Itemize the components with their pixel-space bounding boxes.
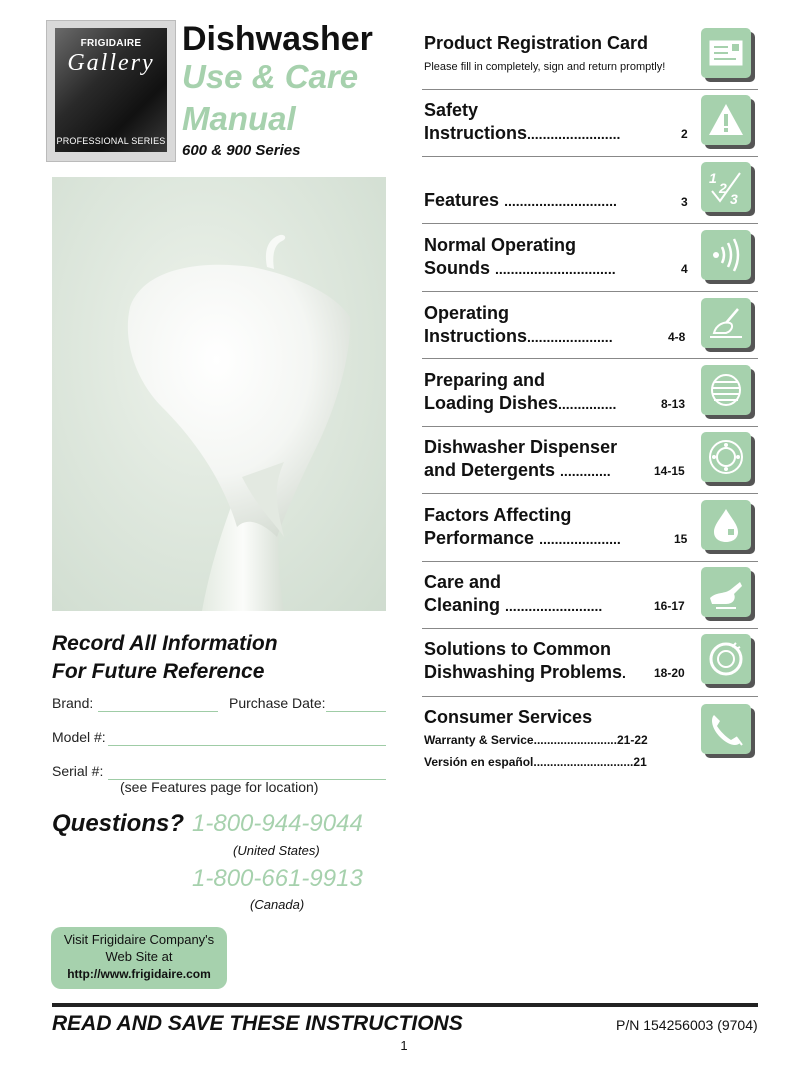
toc-dispenser-dots: ............. bbox=[560, 463, 611, 479]
toc-divider bbox=[422, 426, 758, 427]
serial-label: Serial #: bbox=[52, 763, 104, 779]
toc-dispenser-line2: and Detergents bbox=[424, 460, 556, 480]
toc-spanish-label: Versión en español bbox=[424, 755, 534, 769]
questions-label: Questions? bbox=[52, 810, 185, 837]
warning-icon bbox=[701, 95, 751, 145]
record-heading bbox=[52, 630, 278, 686]
model-field[interactable] bbox=[108, 729, 386, 746]
toc-item-care[interactable] bbox=[424, 571, 602, 618]
us-phone: 1-800-944-9044 bbox=[192, 810, 363, 837]
sound-waves-icon bbox=[701, 230, 751, 280]
toc-item-sounds[interactable] bbox=[424, 234, 616, 281]
toc-solutions-line1: Solutions to Common bbox=[424, 639, 611, 659]
record-heading-line2: For Future Reference bbox=[52, 660, 265, 683]
toc-operating-line1: Operating bbox=[424, 303, 510, 323]
canada-phone: 1-800-661-9913 bbox=[192, 865, 363, 892]
toc-sounds-dots: ............................... bbox=[495, 261, 616, 277]
svg-text:2: 2 bbox=[719, 180, 727, 196]
logo-series: PROFESSIONAL SERIES bbox=[56, 136, 166, 146]
toc-divider bbox=[422, 223, 758, 224]
serial-note: (see Features page for location) bbox=[120, 779, 319, 795]
toc-item-solutions[interactable] bbox=[424, 638, 626, 685]
toc-features-page: 3 bbox=[681, 195, 688, 209]
toc-item-operating[interactable] bbox=[424, 302, 613, 349]
toc-loading-line1: Preparing and bbox=[424, 370, 546, 390]
toc-safety-line2: Instructions bbox=[424, 123, 528, 143]
toc-care-line2: Cleaning bbox=[424, 595, 501, 615]
footer-divider bbox=[52, 1003, 758, 1007]
toc-loading-line2: Loading Dishes bbox=[424, 393, 559, 413]
telephone-icon bbox=[701, 704, 751, 754]
page-subtitle bbox=[182, 56, 358, 140]
record-heading-line1: Record All Information bbox=[52, 632, 278, 655]
svg-text:3: 3 bbox=[730, 191, 738, 207]
calla-lily-photo bbox=[52, 177, 386, 611]
page-number: 1 bbox=[400, 1038, 408, 1053]
toc-operating-line2: Instructions bbox=[424, 326, 528, 346]
toc-registration-title: Product Registration Card bbox=[424, 33, 649, 53]
frigidaire-gallery-logo bbox=[55, 28, 167, 152]
toc-features-line1: Features bbox=[424, 190, 500, 210]
toc-solutions-dots: . bbox=[622, 665, 626, 681]
toc-registration-note: Please fill in completely, sign and return promptly! bbox=[424, 61, 666, 73]
toc-sounds-page: 4 bbox=[681, 262, 688, 276]
brand-label: Brand: bbox=[52, 695, 94, 711]
series-label: 600 & 900 Series bbox=[182, 142, 301, 159]
toc-consumer-title: Consumer Services bbox=[424, 707, 593, 727]
subtitle-line2: Manual bbox=[182, 100, 296, 137]
registration-card-icon bbox=[701, 28, 751, 78]
toc-dispenser-page: 14-15 bbox=[654, 464, 685, 478]
toc-performance-line2: Performance bbox=[424, 528, 535, 548]
dispenser-icon bbox=[701, 432, 751, 482]
toc-item-dispenser[interactable] bbox=[424, 436, 617, 483]
hand-button-icon bbox=[701, 298, 751, 348]
toc-performance-page: 15 bbox=[674, 532, 688, 546]
toc-solutions-page: 18-20 bbox=[654, 666, 685, 680]
dish-rack-icon bbox=[701, 365, 751, 415]
toc-loading-page: 8-13 bbox=[661, 397, 686, 411]
page-title: Dishwasher bbox=[182, 20, 373, 58]
toc-divider bbox=[422, 561, 758, 562]
us-label: (United States) bbox=[233, 843, 320, 858]
clean-plate-icon bbox=[701, 634, 751, 684]
cleaning-hand-icon bbox=[701, 567, 751, 617]
purchase-date-field[interactable] bbox=[326, 695, 386, 712]
toc-performance-line1: Factors Affecting bbox=[424, 505, 572, 525]
toc-safety-dots: ........................ bbox=[527, 126, 621, 142]
serial-field[interactable] bbox=[108, 763, 386, 780]
visit-line1: Visit Frigidaire Company's bbox=[63, 932, 215, 947]
numbers-123-icon bbox=[701, 162, 751, 212]
toc-sounds-line2: Sounds bbox=[424, 258, 490, 278]
visit-line2: Web Site at bbox=[105, 949, 173, 964]
brand-field[interactable] bbox=[98, 695, 218, 712]
toc-safety-page: 2 bbox=[681, 127, 688, 141]
toc-care-line1: Care and bbox=[424, 572, 502, 592]
toc-item-features[interactable] bbox=[424, 189, 617, 213]
toc-warranty-page: 21-22 bbox=[616, 733, 648, 747]
toc-sounds-line1: Normal Operating bbox=[424, 235, 577, 255]
website-box bbox=[51, 927, 227, 989]
toc-features-dots: ............................. bbox=[504, 193, 617, 209]
toc-spanish-dots: .............................. bbox=[533, 755, 634, 769]
footer-title: READ AND SAVE THESE INSTRUCTIONS bbox=[52, 1012, 463, 1035]
toc-care-page: 16-17 bbox=[654, 599, 685, 613]
toc-dispenser-line1: Dishwasher Dispenser bbox=[424, 437, 618, 457]
logo-line: Gallery bbox=[67, 50, 155, 76]
toc-care-dots: ......................... bbox=[505, 598, 603, 614]
toc-divider bbox=[422, 696, 758, 697]
toc-item-warranty[interactable] bbox=[424, 733, 648, 747]
toc-item-performance[interactable] bbox=[424, 504, 621, 551]
toc-performance-dots: ..................... bbox=[539, 531, 621, 547]
toc-operating-dots: ...................... bbox=[527, 329, 613, 345]
toc-divider bbox=[422, 89, 758, 90]
logo-brand: FRIGIDAIRE bbox=[80, 38, 142, 49]
website-link[interactable]: http://www.frigidaire.com bbox=[67, 967, 211, 981]
toc-divider bbox=[422, 291, 758, 292]
toc-item-loading[interactable] bbox=[424, 369, 616, 416]
canada-label: (Canada) bbox=[250, 897, 305, 912]
toc-loading-dots: ............... bbox=[558, 396, 617, 412]
toc-spanish-page: 21 bbox=[633, 755, 647, 769]
toc-divider bbox=[422, 628, 758, 629]
toc-warranty-label: Warranty & Service bbox=[424, 733, 534, 747]
purchase-date-label: Purchase Date: bbox=[229, 695, 326, 711]
toc-divider bbox=[422, 156, 758, 157]
toc-solutions-line2: Dishwashing Problems bbox=[424, 662, 623, 682]
toc-warranty-dots: ......................... bbox=[533, 733, 617, 747]
model-label: Model #: bbox=[52, 729, 106, 745]
toc-divider bbox=[422, 358, 758, 359]
part-number: P/N 154256003 (9704) bbox=[616, 1017, 758, 1033]
water-drop-icon bbox=[701, 500, 751, 550]
toc-item-spanish[interactable] bbox=[424, 755, 647, 769]
toc-safety-line1: Safety bbox=[424, 100, 479, 120]
svg-text:1: 1 bbox=[709, 170, 717, 186]
toc-divider bbox=[422, 493, 758, 494]
toc-item-safety[interactable] bbox=[424, 99, 620, 146]
subtitle-line1: Use & Care bbox=[182, 58, 359, 95]
toc-operating-page: 4-8 bbox=[668, 330, 686, 344]
